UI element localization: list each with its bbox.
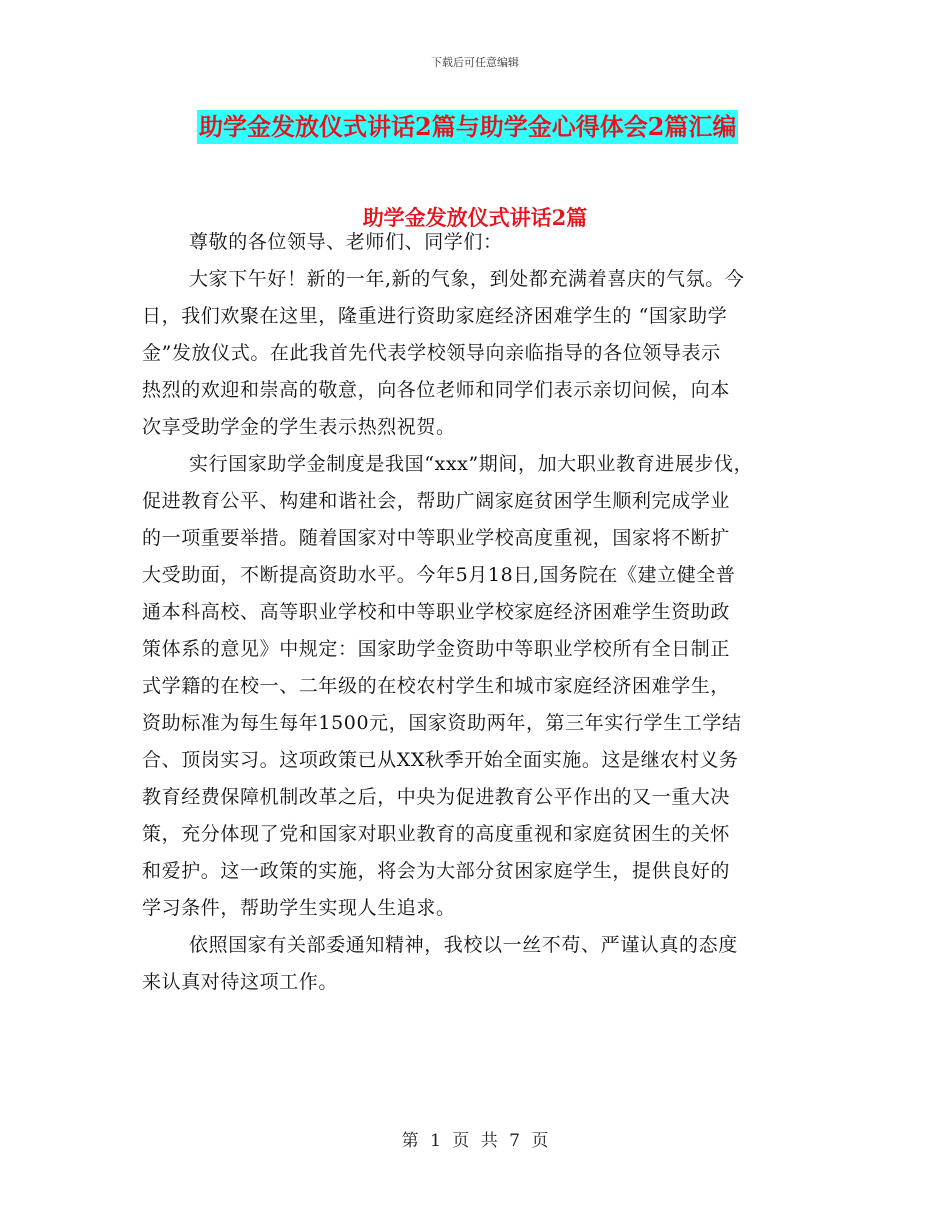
body-line: 金”发放仪式。在此我首先代表学校领导向亲临指导的各位领导表示 [142, 342, 721, 364]
body-line: 策体系的意见》中规定：国家助学金资助中等职业学校所有全日制正 [142, 638, 731, 660]
body-line: 日，我们欢聚在这里，隆重进行资助家庭经济困难学生的 “国家助学 [142, 305, 728, 327]
section-title: 助学金发放仪式讲话2篇 [362, 205, 588, 230]
body-line: 大受助面，不断提高资助水平。今年5月18日,国务院在《建立健全普 [142, 564, 736, 586]
body-line: 大家下午好！新的一年,新的气象，到处都充满着喜庆的气氛。今 [189, 268, 745, 290]
header-note: 下载后可任意编辑 [431, 56, 519, 69]
body-line: 依照国家有关部委通知精神，我校以一丝不苟、严谨认真的态度 [189, 934, 738, 956]
body-line: 实行国家助学金制度是我国“xxx”期间，加大职业教育进展步伐， [189, 453, 754, 475]
body-line: 通本科高校、高等职业学校和中等职业学校家庭经济困难学生资助政 [142, 601, 731, 623]
body-line: 尊敬的各位领导、老师们、同学们： [189, 231, 503, 253]
body-line: 促进教育公平、构建和谐社会，帮助广阔家庭贫困学生顺利完成学业 [142, 490, 731, 512]
speech-body [142, 224, 818, 1001]
body-line: 来认真对待这项工作。 [142, 971, 339, 993]
body-line: 式学籍的在校一、二年级的在校农村学生和城市家庭经济困难学生， [142, 675, 731, 697]
body-line: 学习条件，帮助学生实现人生追求。 [142, 897, 456, 919]
body-line: 的一项重要举措。随着国家对中等职业学校高度重视，国家将不断扩 [142, 527, 731, 549]
document-title: 助学金发放仪式讲话2篇与助学金心得体会2篇汇编 [197, 110, 738, 144]
body-line: 教育经费保障机制改革之后，中央为促进教育公平作出的又一重大决 [142, 786, 731, 808]
page-footer: 第 1 页 共 7 页 [401, 1131, 549, 1151]
body-line: 策，充分体现了党和国家对职业教育的高度重视和家庭贫困生的关怀 [142, 823, 731, 845]
body-line: 资助标准为每生每年1500元，国家资助两年，第三年实行学生工学结 [142, 712, 742, 734]
body-line: 次享受助学金的学生表示热烈祝贺。 [142, 416, 456, 438]
body-line: 合、顶岗实习。这项政策已从XX秋季开始全面实施。这是继农村义务 [142, 749, 739, 771]
body-line: 和爱护。这一政策的实施，将会为大部分贫困家庭学生，提供良好的 [142, 860, 731, 882]
body-line: 热烈的欢迎和崇高的敬意，向各位老师和同学们表示亲切问候，向本 [142, 379, 731, 401]
